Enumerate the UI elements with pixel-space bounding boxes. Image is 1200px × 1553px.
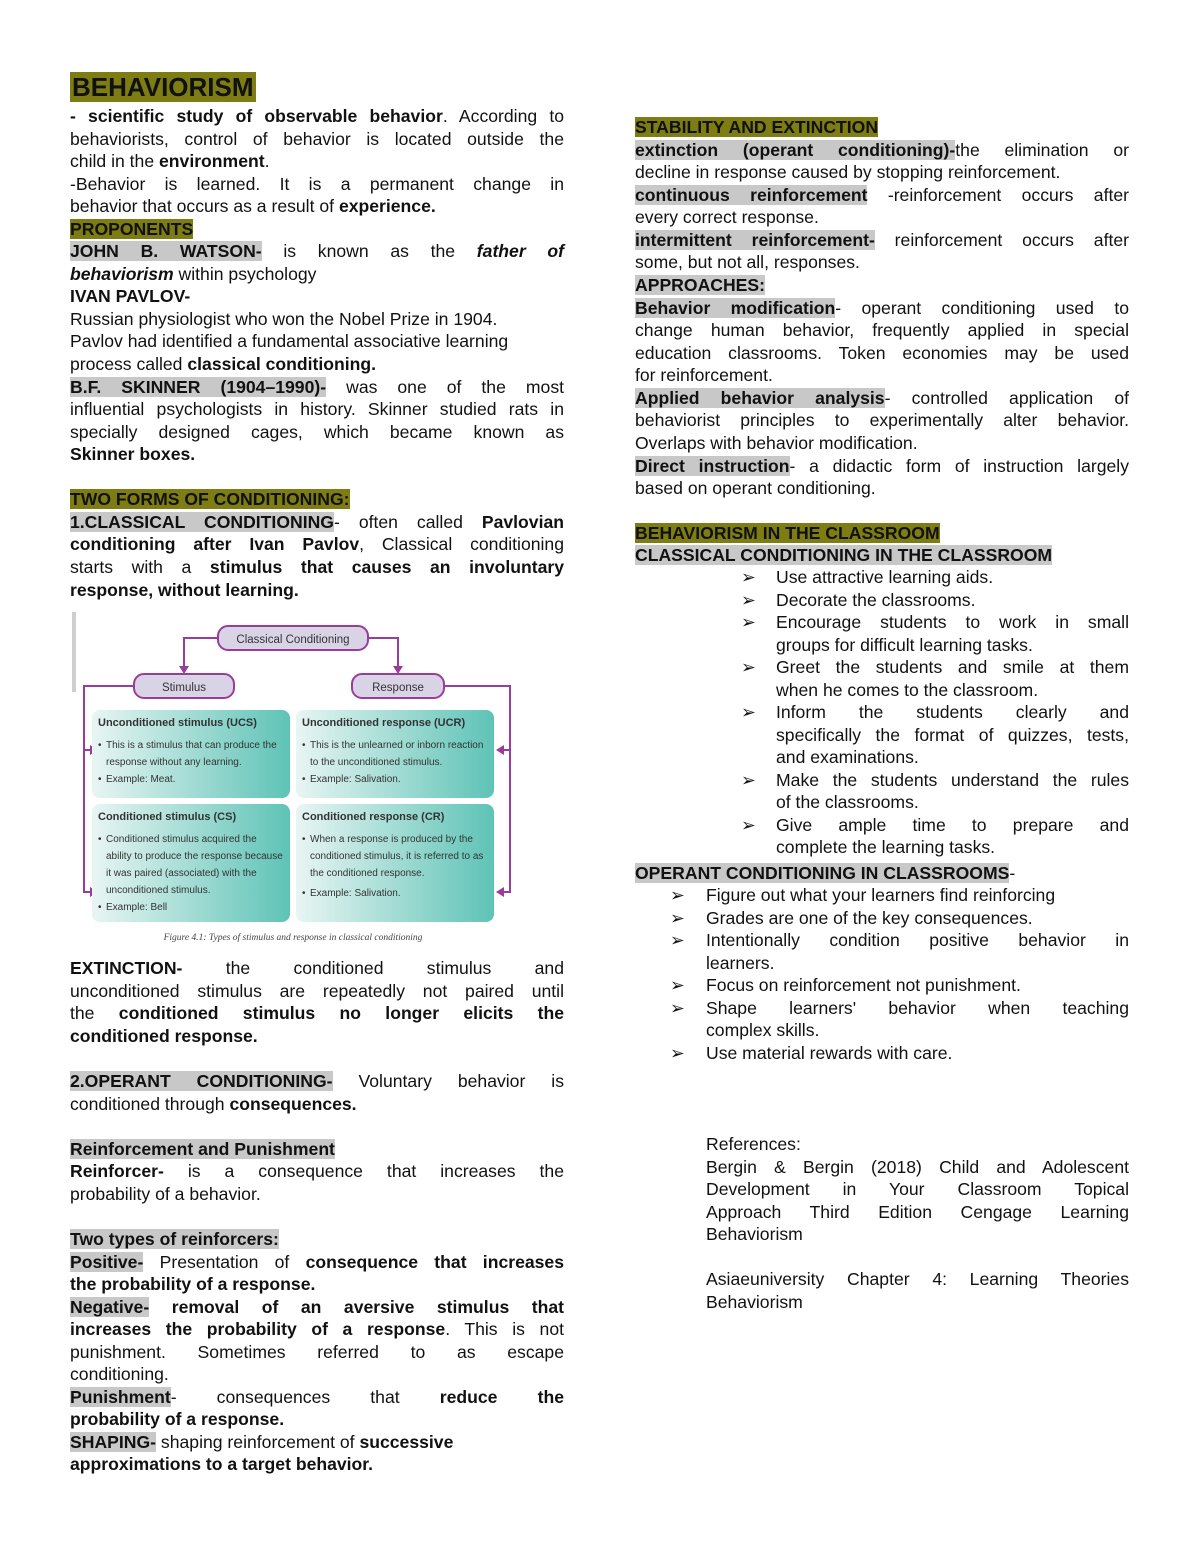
intro-line: -Behavior is learned. It is a permanent change in (70, 174, 564, 194)
extinction-line: EXTINCTION- the conditioned stimulus and (70, 958, 564, 978)
operant-line: conditioned through consequences. (70, 1094, 357, 1114)
cs-title: Conditioned stimulus (CS) (98, 811, 237, 823)
ucs-title: Unconditioned stimulus (UCS) (98, 717, 257, 729)
ext-line: extinction (operant conditioning)-the elimination or (635, 140, 1130, 160)
punishment-line: Punishment- consequences that reduce the (70, 1387, 564, 1407)
reference-line: Behaviorism (706, 1224, 803, 1244)
types-heading: Two types of reinforcers: (70, 1229, 279, 1249)
cont-line: every correct response. (635, 207, 819, 227)
pavlov-line: process called classical conditioning. (70, 354, 377, 374)
intro-line: behavior that occurs as a result of experience. (70, 196, 436, 216)
cr-example: Example: Salivation. (310, 888, 401, 899)
bm-line: education classrooms. Token economies may be used (635, 343, 1129, 363)
cc-list-item: complete the learning tasks. (776, 837, 996, 857)
arrow-bullet-icon: ➢ (741, 814, 756, 835)
di-line: based on operant conditioning. (635, 478, 876, 498)
stability-heading: STABILITY AND EXTINCTION (635, 117, 879, 137)
cr-title: Conditioned response (CR) (302, 811, 445, 823)
watson-line: JOHN B. WATSON- is known as the father of (70, 241, 564, 261)
skinner-line: influential psychologists in history. Skinner studied rats in (70, 399, 564, 419)
cr-text: When a response is produced by the (310, 834, 473, 845)
ucr-example: Example: Salivation. (310, 774, 401, 785)
cs-example: Example: Bell (106, 902, 168, 913)
arrow-bullet-icon: ➢ (670, 975, 685, 995)
watson-line: behaviorism within psychology (70, 264, 317, 284)
cr-text: conditioned stimulus, it is referred to as (310, 851, 484, 862)
operant-line: 2.OPERANT CONDITIONING- Voluntary behavior is (70, 1071, 565, 1091)
classroom-heading: BEHAVIORISM IN THE CLASSROOM (635, 523, 940, 543)
positive-line: the probability of a response. (70, 1274, 316, 1294)
cs-text: Conditioned stimulus acquired the (106, 834, 257, 845)
oc-list-item: learners. (706, 952, 775, 973)
ext-line: decline in response caused by stopping reinforcement. (635, 162, 1061, 182)
ucs-text: This is a stimulus that can produce the (106, 740, 277, 751)
arrow-bullet-icon: ➢ (670, 997, 685, 1018)
positive-line: Positive- Presentation of consequence that increases (70, 1252, 564, 1272)
arrow-bullet-icon: ➢ (670, 1042, 685, 1063)
arrow-bullet-icon: ➢ (741, 702, 756, 722)
approaches-heading: APPROACHES: (635, 275, 766, 295)
cc-list-item: Encourage students to work in small (776, 612, 1129, 632)
cc-heading: CLASSICAL CONDITIONING IN THE CLASSROOM (635, 545, 1053, 565)
arrow-bullet-icon: ➢ (741, 612, 756, 632)
reinforcer-line: probability of a behavior. (70, 1184, 261, 1204)
intro-line: behaviorists, control of behavior is located outside the (70, 129, 564, 149)
cc-list-item: Inform the students clearly and (776, 702, 1129, 722)
negative-line: conditioning. (70, 1364, 169, 1384)
svg-text:•: • (302, 834, 306, 845)
cc-list-item: when he comes to the classroom. (776, 679, 1039, 700)
figure-response-label: Response (372, 682, 424, 694)
arrow-bullet-icon: ➢ (741, 657, 756, 677)
pavlov-line: Pavlov had identified a fundamental associative learning (70, 331, 509, 351)
cc-list-item: Use attractive learning aids. (776, 567, 994, 587)
ucs-text: response without any learning. (106, 757, 242, 768)
cs-text: it was paired (associated) with the (106, 868, 257, 879)
reference-line: Bergin & Bergin (2018) Child and Adolescent (706, 1157, 1129, 1177)
cc-list-item: Make the students understand the rules (776, 769, 1129, 790)
oc-list-item: Shape learners' behavior when teaching (706, 997, 1129, 1018)
shaping-line: approximations to a target behavior. (70, 1454, 374, 1474)
cc-list-item: Decorate the classrooms. (776, 589, 976, 610)
negative-line: punishment. Sometimes referred to as escape (70, 1342, 564, 1362)
oc-list-item: Focus on reinforcement not punishment. (706, 975, 1021, 995)
cs-text: ability to produce the response because (106, 851, 283, 862)
svg-text:•: • (98, 902, 102, 913)
classical-conditioning-figure (72, 612, 544, 952)
arrow-bullet-icon: ➢ (670, 907, 685, 928)
figure-stimulus-label: Stimulus (161, 682, 207, 694)
oc-list-item: Figure out what your learners find reinforcing (706, 885, 1056, 905)
figure-caption: Figure 4.1: Types of stimulus and response in classical conditioning (163, 933, 423, 943)
proponents-heading: PROPONENTS (70, 219, 194, 239)
oc-list-item: Intentionally condition positive behavior in (706, 930, 1129, 950)
aba-line: behaviorist principles to experimentally alter behavior. (635, 410, 1129, 430)
bm-line: for reinforcement. (635, 365, 773, 385)
cs-text: unconditioned stimulus. (106, 885, 211, 896)
cc-list-item: and examinations. (776, 747, 919, 767)
reference-line: Behaviorism (706, 1292, 803, 1312)
inter-line: some, but not all, responses. (635, 252, 860, 272)
page-title: BEHAVIORISM (72, 72, 254, 102)
svg-text:•: • (98, 740, 102, 751)
bm-line: change human behavior, frequently applied in special (635, 320, 1129, 340)
ucr-text: to the unconditioned stimulus. (310, 757, 443, 768)
intro-line: child in the environment. (70, 151, 270, 171)
classical-line: response, without learning. (70, 580, 299, 600)
cc-list-item: specifically the format of quizzes, tests, (776, 724, 1129, 745)
cr-text: the conditioned response. (310, 868, 425, 879)
figure-top-label: Classical Conditioning (236, 634, 350, 646)
arrow-bullet-icon: ➢ (741, 589, 756, 610)
svg-text:•: • (302, 888, 306, 899)
cc-list-item: groups for difficult learning tasks. (776, 634, 1033, 655)
arrow-bullet-icon: ➢ (670, 930, 685, 950)
reference-line: Approach Third Edition Cengage Learning (706, 1202, 1129, 1222)
skinner-line: Skinner boxes. (70, 444, 196, 464)
references-heading: References: (706, 1134, 801, 1154)
reference-line: Development in Your Classroom Topical (706, 1179, 1129, 1199)
classical-line: 1.CLASSICAL CONDITIONING- often called Pavlovian (70, 512, 565, 532)
skinner-line: B.F. SKINNER (1904–1990)- was one of the most (70, 377, 565, 397)
pavlov-heading: IVAN PAVLOV- (70, 286, 191, 306)
arrow-bullet-icon: ➢ (670, 885, 685, 905)
pavlov-line: Russian physiologist who won the Nobel Prize in 1904. (70, 309, 498, 329)
negative-line: increases the probability of a response. This is not (70, 1319, 564, 1339)
bm-line: Behavior modification- operant conditioning used to (635, 298, 1129, 318)
ucr-text: This is the unlearned or inborn reaction (310, 740, 484, 751)
oc-heading: OPERANT CONDITIONING IN CLASSROOMS- (635, 863, 1016, 883)
aba-line: Overlaps with behavior modification. (635, 433, 918, 453)
cc-list-item: of the classrooms. (776, 792, 919, 812)
arrow-bullet-icon: ➢ (741, 567, 756, 587)
oc-list-item: complex skills. (706, 1020, 820, 1040)
reinforcement-heading: Reinforcement and Punishment (70, 1139, 335, 1159)
svg-text:•: • (302, 774, 306, 785)
ucs-example: Example: Meat. (106, 774, 176, 785)
classical-line: starts with a stimulus that causes an involuntary (70, 557, 564, 577)
figure-diagram (72, 612, 544, 952)
arrow-bullet-icon: ➢ (741, 769, 756, 790)
two-forms-heading: TWO FORMS OF CONDITIONING: (70, 489, 350, 509)
cont-line: continuous reinforcement -reinforcement occurs after (635, 185, 1129, 205)
aba-line: Applied behavior analysis- controlled application of (635, 388, 1129, 408)
skinner-line: specially designed cages, which became known as (70, 422, 564, 442)
inter-line: intermittent reinforcement- reinforcement occurs after (635, 230, 1129, 250)
cc-list-item: Greet the students and smile at them (776, 657, 1129, 677)
intro-line: - scientific study of observable behavior. According to (70, 106, 565, 126)
reinforcer-line: Reinforcer- is a consequence that increases the (70, 1161, 564, 1181)
svg-text:•: • (98, 774, 102, 785)
shaping-line: SHAPING- shaping reinforcement of successive (70, 1432, 454, 1452)
oc-list-item: Grades are one of the key consequences. (706, 907, 1033, 928)
ucr-title: Unconditioned response (UCR) (302, 717, 466, 729)
di-line: Direct instruction- a didactic form of instruction largely (635, 456, 1130, 476)
svg-text:•: • (302, 740, 306, 751)
reference-line: Asiaeuniversity Chapter 4: Learning Theories (706, 1269, 1129, 1289)
classical-line: conditioning after Ivan Pavlov, Classical conditioning (70, 534, 564, 554)
cc-list-item: Give ample time to prepare and (776, 814, 1129, 835)
punishment-line: probability of a response. (70, 1409, 285, 1429)
svg-text:•: • (98, 834, 102, 845)
extinction-line: unconditioned stimulus are repeatedly not paired until (70, 981, 564, 1001)
oc-list-item: Use material rewards with care. (706, 1042, 953, 1063)
negative-line: Negative- removal of an aversive stimulus that (70, 1297, 564, 1317)
extinction-line: the conditioned stimulus no longer elicits the (70, 1003, 564, 1023)
extinction-line: conditioned response. (70, 1026, 258, 1046)
